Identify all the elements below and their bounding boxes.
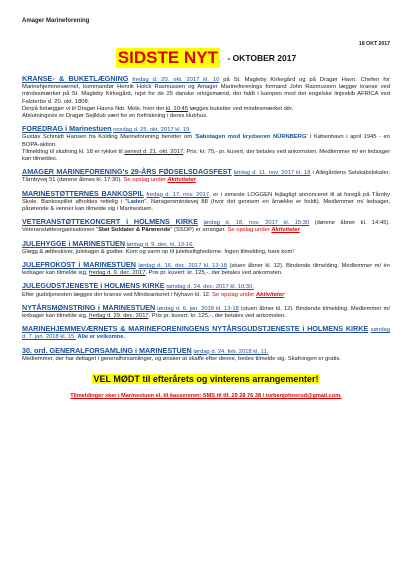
- section-heading: AMAGER MARINEFORENING's 29-ÅRS FØDSELSDAGSFEST: [22, 167, 232, 177]
- section-text: Efter gudstjenesten lægges der kranse ved Mindeankeret i Nyhavn kl. 12.: [22, 291, 211, 298]
- signup-info[interactable]: Tilmeldinger sker i Marinestuen el. til kassereren: SMS til tlf. 29 28 76 38 / torbenjohnsrud@gmail.com.: [70, 393, 342, 400]
- section-text: Derpå forlægger vi til Dragør Havns Ndr. Mole, hvor der: [22, 105, 167, 112]
- section-text: (stuen åbner kl. 12). Bindende tilmelding. Medlemmer m/ én ledsager kan tilmelde sig,: [22, 263, 390, 277]
- section-date: lørdag d. 16. dec. 2017 kl. 13-18: [138, 263, 227, 270]
- section-date: lørdag d. 18. nov. 2017 kl. 15:30: [203, 220, 310, 227]
- section-text: (dørene åbner kl. 14:45). Veteranstøtteorganisationen ": [22, 220, 390, 234]
- section-heading: JULEHYGGE i MARINESTUEN: [22, 238, 126, 248]
- section-heading: MARINEHJEMMEVÆRNETS & MARINEFORENINGENS NYTÅRSGUDSTJENESTE i HOLMENS KIRKE: [22, 324, 369, 334]
- section-date: fredag d. 20. okt. 2017 kl. 10: [132, 77, 220, 83]
- section-text: lægges buketter ved mindesmærket dér.: [187, 105, 294, 112]
- section-text: ' i København i april 1945 - en BOPA-aktion.: [22, 134, 390, 148]
- section-text: , er i seneste LOGGEN fejlagtigt annonceret til at foregå på Tårnby Skole. Bankospillet afholdes rettelig i ": [22, 191, 390, 205]
- section-heading: VETERANSTØTTEKONCERT i HOLMENS KIRKE: [22, 217, 199, 227]
- section-foredrag: [22, 125, 390, 163]
- aktiviteter-link[interactable]: Aktiviteter: [255, 291, 285, 298]
- section-date: lørdag d. 6. jan. 2018 kl. 13-18: [157, 305, 239, 312]
- section-date: søndag d. 24. dec. 2017 kl. 10:30.: [166, 284, 254, 291]
- section-text: . Pris: kr. 75,- pr. kuvert, der betales ved ankomsten. Medlemmer m/ en ledsager kan tilmeldes.: [22, 148, 391, 163]
- section-julehygge: [22, 240, 390, 256]
- issue-date: 18 OKT 2017: [358, 41, 390, 47]
- section-date: lørdag d. 9. dec. kl. 13-16.: [126, 241, 195, 248]
- aktiviteter-link[interactable]: Aktiviteter: [167, 177, 196, 184]
- section-date: onsdag d. 25. okt. 2017 kl. 19.: [113, 127, 191, 134]
- section-heading: 30. ord. GENERALFORSAMLING i MARINESTUEN: [22, 345, 192, 355]
- see-note: Se opslag under: [227, 227, 272, 234]
- deadline: fredag d. 29. dec. 2017: [89, 313, 149, 320]
- section-kranse: [22, 75, 390, 120]
- section-date: lørdag d. 24. feb. 2018 kl. 11.: [193, 348, 269, 355]
- section-heading: NYTÅRSMØNSTRING i MARINESTUEN: [22, 302, 156, 312]
- venue-name: Laden: [127, 198, 145, 205]
- deadline: fredag d. 9. dec. 2017: [89, 270, 146, 277]
- closing-banner: [22, 369, 390, 387]
- section-text: . Pris pr. kuvert: kr. 125,-, der betales ved ankomsten.: [148, 313, 286, 320]
- section-julefrokost: [22, 261, 390, 277]
- title-row: [22, 48, 390, 70]
- section-text: . Pris pr. kuvert: kr. 125,-, der betales ved ankomsten.: [145, 270, 283, 277]
- section-bankospil: [22, 190, 390, 214]
- section-heading: MARINESTØTTERNES BANKOSPIL: [22, 188, 144, 198]
- section-text: Gustav Schmidt Hansen fra Kolding Marineforening beretter om ': [22, 134, 196, 141]
- section-heading: JULEGUDSTJENESTE i HOLMENS KIRKE: [22, 281, 165, 291]
- section-julegudstjeneste: [22, 282, 390, 298]
- welcome-note: Alle er velkomne.: [77, 334, 126, 341]
- section-date: fredag d. 17. nov. 2017: [146, 191, 210, 198]
- org-name: Amager Marineforening: [22, 18, 90, 24]
- see-note: Se opslag under: [212, 291, 256, 298]
- section-koncert: [22, 218, 390, 234]
- section-text: ", Nøragersmindevej 88 (hvor det gennem en årrække er holdt). Medlemmer m/ ledsager, pårørende & venner kan tilmelde sig i Marinestuen.: [22, 198, 390, 213]
- aktiviteter-link[interactable]: Aktiviteter: [271, 227, 300, 234]
- see-note: Se opslag under: [123, 177, 168, 184]
- section-date: søndag d. 7. jan. 2018 kl. 15.: [22, 327, 390, 341]
- section-text: " (SSOP) er arrangør.: [170, 227, 226, 234]
- section-time: kl. 10:45: [166, 105, 188, 112]
- section-generalforsamling: [22, 347, 390, 363]
- page-title: SIDSTE NYT: [117, 48, 218, 67]
- section-text: Medlemmer, der har deltaget i generalforsamlinger, og ønsker at skaffe efter denne, bedes tilmelde sig. Skafningen er gratis.: [22, 355, 341, 362]
- section-text: (stuen åbner kl. 12). Bindende tilmelding. Medlemmer m/ ledsager kan tilmelde sig,: [22, 305, 390, 320]
- section-text: på St. Magleby Kirkegård og på Dragør Havn. Chefen for Marinehjemmeværnet, kommandør Henrik Holck Rasmussen og Amager Marineforenings formand John Rasmussen lægger kranse ved mindesmærket på St. Magleby Kirkegård, rejst for de 25 danske orlogsmænd, der faldt i kampen mod det engelske linjeskib AFRICA ved Falsterbo d. 20. okt. 1808.: [22, 77, 390, 105]
- section-heading: FOREDRAG i Marinestuen: [22, 124, 112, 134]
- closing-banner-text: VEL MØDT til efterårets og vinterens arrangementer!: [93, 374, 319, 385]
- section-nytaarsmoenstring: [22, 304, 390, 320]
- deadline: senest d. 21. okt. 2017: [124, 148, 184, 155]
- section-heading: KRANSE- & BUKETLÆGNING: [22, 74, 129, 83]
- section-text: Afslutningsvis er Dragør Sejlklub vært for en forfriskning i deres klubhus.: [22, 113, 208, 120]
- talk-title: Sabotagen mod krydseren NÜRNBERG: [195, 134, 307, 141]
- section-date: lørdag d. 11. nov. 2017 kl. 18: [233, 170, 311, 177]
- section-text: Gløgg & æbleskiver, julekager & godter. Kom og varm op til julefestlighederne. Ingen tilmelding, bare kom!: [22, 248, 294, 255]
- org-name-ssop: Støt Soldater & Pårørende: [98, 227, 171, 234]
- section-text: Tilmelding til skafning kl. 18 er rykket til: [22, 148, 125, 155]
- section-fodselsdag: [22, 168, 390, 184]
- newsletter-page: [22, 18, 390, 399]
- page-subtitle: - OKTOBER 2017: [227, 53, 297, 63]
- section-nytaarsgudstjeneste: [22, 325, 390, 341]
- section-heading: JULEFROKOST i MARINESTUEN: [22, 260, 136, 270]
- section-text: i Allégårdens Selskabslokaler, Tårnbyvej 51 (dørene åbnes kl. 17:30).: [22, 170, 390, 184]
